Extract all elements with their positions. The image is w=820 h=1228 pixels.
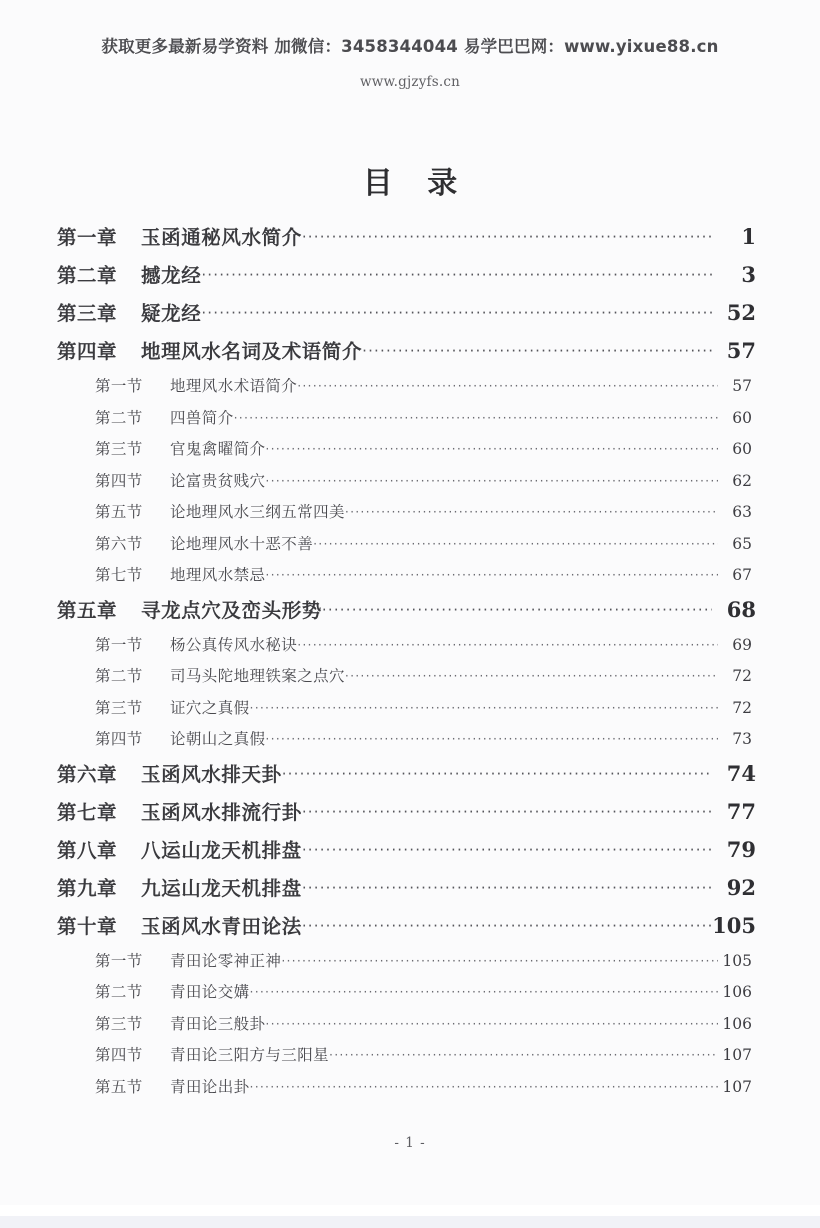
toc-section-row[interactable] xyxy=(0,437,820,469)
toc-entry-title: 疑龙经 xyxy=(141,302,202,325)
toc-section-row[interactable] xyxy=(0,1075,820,1107)
toc-dot-leader xyxy=(302,803,712,821)
toc-entry-title: 杨公真传风水秘诀 xyxy=(170,635,298,654)
toc-dot-leader xyxy=(282,765,712,783)
toc-dot-leader xyxy=(297,378,718,393)
toc-entry-page-number: 52 xyxy=(726,300,756,325)
toc-entry-number: 第四节 xyxy=(95,471,143,490)
toc-entry-page-number: 68 xyxy=(726,596,756,622)
toc-dot-leader xyxy=(250,984,718,999)
toc-entry-title: 玉函风水青田论法 xyxy=(141,914,302,938)
toc-entry-title: 论地理风水十恶不善 xyxy=(170,534,314,553)
toc-section-row[interactable] xyxy=(0,469,820,501)
toc-entry-page-number: 107 xyxy=(722,1077,752,1096)
toc-entry-title: 青田论零神正神 xyxy=(170,951,282,970)
toc-dot-leader xyxy=(322,601,712,619)
toc-entry-number: 第六节 xyxy=(95,534,143,553)
toc-dot-leader xyxy=(313,536,718,551)
toc-entry-page-number: 77 xyxy=(726,798,756,824)
toc-entry-title: 地理风水术语简介 xyxy=(170,377,298,395)
toc-entry-number: 第二章 xyxy=(57,264,118,287)
toc-dot-leader xyxy=(302,228,712,246)
toc-entry-title: 青田论出卦 xyxy=(170,1077,250,1096)
toc-entry-title: 论朝山之真假 xyxy=(170,730,266,748)
toc-entry-title: 论地理风水三纲五常四美 xyxy=(170,503,345,521)
toc-dot-leader xyxy=(302,879,712,897)
toc-entry-page-number: 106 xyxy=(722,983,752,1001)
toc-chapter-row[interactable] xyxy=(0,595,820,633)
page-number-footer: - 1 - xyxy=(394,1135,426,1151)
toc-entry-page-number: 67 xyxy=(732,566,752,584)
toc-entry-title: 地理风水禁忌 xyxy=(170,566,266,584)
toc-entry-page-number: 60 xyxy=(732,408,752,427)
toc-entry-number: 第四节 xyxy=(95,730,143,748)
toc-section-row[interactable] xyxy=(0,500,820,532)
toc-dot-leader xyxy=(265,473,718,488)
toc-section-row[interactable] xyxy=(0,563,820,595)
toc-entry-title: 玉函风水排流行卦 xyxy=(141,800,302,824)
toc-dot-leader xyxy=(265,441,718,456)
toc-entry-number: 第五节 xyxy=(95,503,143,521)
toc-entry-page-number: 79 xyxy=(726,836,756,862)
toc-entry-page-number: 73 xyxy=(732,730,752,748)
toc-entry-number: 第一节 xyxy=(95,377,143,395)
toc-entry-page-number: 62 xyxy=(732,471,752,490)
toc-entry-title: 地理风水名词及术语简介 xyxy=(141,340,363,363)
toc-entry-number: 第九章 xyxy=(57,876,118,900)
toc-entry-page-number: 69 xyxy=(732,635,752,654)
toc-chapter-row[interactable] xyxy=(0,759,820,797)
toc-entry-title: 论富贵贫贱穴 xyxy=(170,471,266,490)
toc-entry-title: 八运山龙天机排盘 xyxy=(141,838,302,862)
toc-entry-title: 撼龙经 xyxy=(141,264,202,287)
toc-dot-leader xyxy=(234,410,718,425)
toc-chapter-row[interactable] xyxy=(0,911,820,949)
toc-entry-page-number: 107 xyxy=(722,1046,752,1064)
toc-entry-number: 第二节 xyxy=(95,408,143,427)
toc-entry-title: 青田论三般卦 xyxy=(170,1014,266,1033)
toc-dot-leader xyxy=(345,504,718,519)
toc-entry-number: 第二节 xyxy=(95,983,143,1001)
toc-entry-number: 第五节 xyxy=(95,1077,143,1096)
toc-entry-title: 玉函通秘风水简介 xyxy=(141,226,302,249)
toc-section-row[interactable] xyxy=(0,1043,820,1075)
toc-section-row[interactable] xyxy=(0,664,820,696)
toc-section-row[interactable] xyxy=(0,532,820,564)
toc-chapter-row[interactable] xyxy=(0,260,820,298)
toc-dot-leader xyxy=(302,917,712,935)
toc-section-row[interactable] xyxy=(0,374,820,406)
toc-entry-number: 第七章 xyxy=(57,800,118,824)
toc-entry-title: 青田论三阳方与三阳星 xyxy=(170,1046,330,1064)
toc-entry-number: 第八章 xyxy=(57,838,118,862)
toc-section-row[interactable] xyxy=(0,696,820,728)
toc-dot-leader xyxy=(345,668,718,683)
toc-entry-page-number: 60 xyxy=(732,440,752,458)
toc-chapter-row[interactable] xyxy=(0,797,820,835)
toc-entry-number: 第六章 xyxy=(57,762,118,786)
toc-dot-leader xyxy=(329,1047,718,1062)
toc-entry-number: 第五章 xyxy=(57,598,118,622)
toc-entry-title: 四兽简介 xyxy=(170,408,234,427)
toc-chapter-row[interactable] xyxy=(0,336,820,374)
toc-entry-number: 第一节 xyxy=(95,951,143,970)
toc-dot-leader xyxy=(250,1079,718,1094)
next-page-edge xyxy=(0,1216,820,1228)
toc-section-row[interactable] xyxy=(0,949,820,981)
toc-entry-page-number: 57 xyxy=(726,338,756,363)
toc-dot-leader xyxy=(201,304,712,322)
toc-chapter-row[interactable] xyxy=(0,835,820,873)
toc-chapter-row[interactable] xyxy=(0,222,820,260)
toc-entry-page-number: 65 xyxy=(732,534,752,553)
toc-entry-page-number: 57 xyxy=(732,377,752,395)
table-of-contents-list xyxy=(0,222,820,1106)
toc-chapter-row[interactable] xyxy=(0,873,820,911)
toc-entry-page-number: 105 xyxy=(712,912,756,938)
toc-dot-leader xyxy=(281,953,718,968)
toc-entry-title: 九运山龙天机排盘 xyxy=(141,876,302,900)
toc-entry-page-number: 1 xyxy=(741,224,756,249)
toc-entry-number: 第三节 xyxy=(95,1014,143,1033)
toc-entry-title: 青田论交媾 xyxy=(170,983,250,1001)
toc-dot-leader xyxy=(201,266,712,284)
toc-entry-title: 司马头陀地理铁案之点穴 xyxy=(170,667,345,685)
toc-entry-page-number: 63 xyxy=(732,503,752,521)
toc-entry-title: 官鬼禽曜简介 xyxy=(170,440,266,458)
toc-entry-number: 第四章 xyxy=(57,340,118,363)
toc-entry-page-number: 74 xyxy=(726,760,756,786)
toc-entry-page-number: 92 xyxy=(726,874,756,900)
page-header xyxy=(0,0,820,90)
toc-entry-number: 第四节 xyxy=(95,1046,143,1064)
toc-section-row[interactable] xyxy=(0,406,820,438)
toc-entry-number: 第七节 xyxy=(95,566,143,584)
toc-section-row[interactable] xyxy=(0,980,820,1012)
toc-dot-leader xyxy=(302,841,712,859)
toc-chapter-row[interactable] xyxy=(0,298,820,336)
toc-entry-number: 第一节 xyxy=(95,635,143,654)
header-website-line: www.gjzyfs.cn xyxy=(360,74,460,90)
toc-entry-number: 第三节 xyxy=(95,698,143,717)
toc-entry-number: 第三章 xyxy=(57,302,118,325)
toc-section-row[interactable] xyxy=(0,727,820,759)
toc-entry-page-number: 3 xyxy=(741,262,756,287)
toc-entry-page-number: 72 xyxy=(732,698,752,717)
toc-dot-leader xyxy=(265,567,718,582)
toc-section-row[interactable] xyxy=(0,1012,820,1044)
toc-entry-number: 第一章 xyxy=(57,226,118,249)
page-title: 目 录 xyxy=(362,166,470,201)
toc-dot-leader xyxy=(265,1016,718,1031)
toc-entry-number: 第二节 xyxy=(95,667,143,685)
toc-entry-page-number: 105 xyxy=(722,951,752,970)
toc-entry-page-number: 106 xyxy=(722,1014,752,1033)
toc-entry-number: 第十章 xyxy=(57,914,118,938)
toc-entry-title: 寻龙点穴及峦头形势 xyxy=(141,598,322,622)
toc-section-row[interactable] xyxy=(0,633,820,665)
header-promo-line: 获取更多最新易学资料 加微信：3458344044 易学巴巴网：www.yixue88.cn xyxy=(101,37,719,56)
toc-dot-leader xyxy=(250,700,718,715)
toc-entry-title: 玉函风水排天卦 xyxy=(141,762,282,786)
toc-dot-leader xyxy=(265,731,718,746)
toc-entry-page-number: 72 xyxy=(732,667,752,685)
toc-entry-title: 证穴之真假 xyxy=(170,698,250,717)
toc-entry-number: 第三节 xyxy=(95,440,143,458)
toc-dot-leader xyxy=(362,342,712,360)
toc-dot-leader xyxy=(297,637,718,652)
